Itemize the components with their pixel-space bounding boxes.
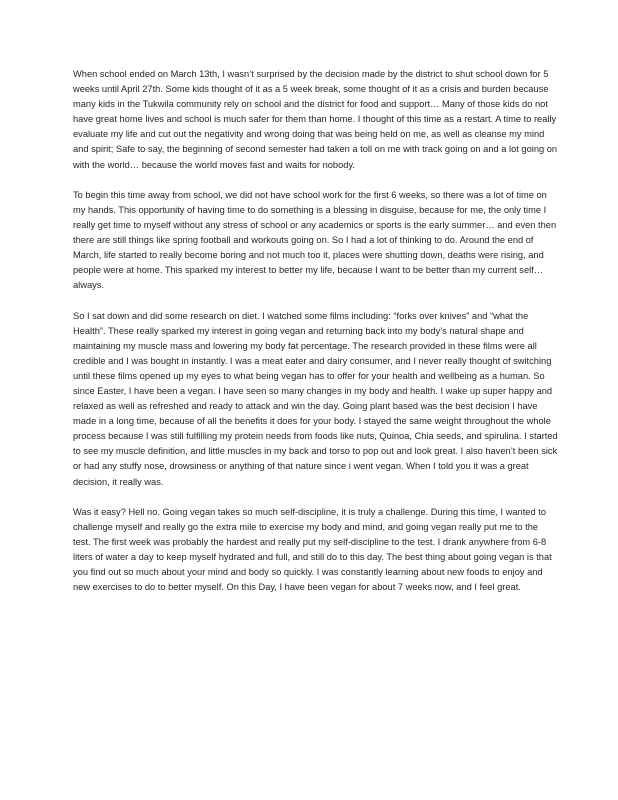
- paragraph-1: When school ended on March 13th, I wasn’t surprised by the decision made by the district to shut school down for 5 weeks until April 27th. Some kids thought of it as a 5 week break, some thought of it as a crisis and burden because many kids in the Tukwila community rely on school and the district for food and support… Many of those kids do not have great home lives and school is much safer for them than home. I thought of this time as a restart. A time to really evaluate my life and cut out the negativity and wrong doing that was being held on me, as well as cleanse my mind and spirit; Safe to say, the beginning of second semester had taken a toll on me with track going on and a lot going on with the world… because the world moves fast and waits for nobody.: [73, 69, 558, 170]
- paragraph-2: To begin this time away from school, we did not have school work for the first 6 weeks, so there was a lot of time on my hands. This opportunity of having time to do something is a blessing in disguise, because for me, the only time I really get time to myself without any stress of school or any academics or sports is the early summer… and even then there are still things like spring football and workouts going on. So I had a lot of thinking to do. Around the end of March, life started to really become boring and not much too it, places were shutting down, deaths were rising, and people were at home. This sparked my interest to better my life, because I want to be better than my current self… always.: [73, 189, 557, 291]
- document-body: [73, 67, 558, 610]
- paragraph-4: Was it easy? Hell no. Going vegan takes so much self-discipline, it is truly a challenge. During this time, I wanted to challenge myself and really go the extra mile to exercise my body and mind, and going vegan really put me to the test. The first week was probably the hardest and really put my self-discipline to the test. I drank anywhere from 6-8 liters of water a day to keep myself hydrated and full, and still do to this day. The best thing about going vegan is that you find out so much about your mind and body so quickly. I was constantly learning about new foods to enjoy and new exercises to do to better myself. On this Day, I have been vegan for about 7 weeks now, and I feel great.: [73, 506, 552, 593]
- paragraph-3: So I sat down and did some research on diet. I watched some films including: “forks over knives” and “what the Health”. These really sparked my interest in going vegan and returning back into my body’s natural shape and maintaining my muscle mass and lowering my body fat percentage. The research provided in these films were all credible and I was bought in instantly. I was a meat eater and dairy consumer, and I never really thought of switching until these films opened up my eyes to what being vegan has to offer for your health and wellbeing as a human. So since Easter, I have been a vegan. I have seen so many changes in my body and health. I wake up super happy and relaxed as well as refreshed and ready to attack and win the day. Going plant based was the best decision I have made in a long time, because of all the benefits it does for your body. I stayed the same weight throughout the whole process because I was still fulfilling my protein needs from foods like nuts, Quinoa, Chia seeds, and spirulina. I started to see my muscle definition, and little muscles in my back and torso to pop out and look great. I also haven’t been sick or had any stuffy nose, drowsiness or anything of that nature since i went vegan. When I told you it was a great decision, it really was.: [73, 310, 558, 487]
